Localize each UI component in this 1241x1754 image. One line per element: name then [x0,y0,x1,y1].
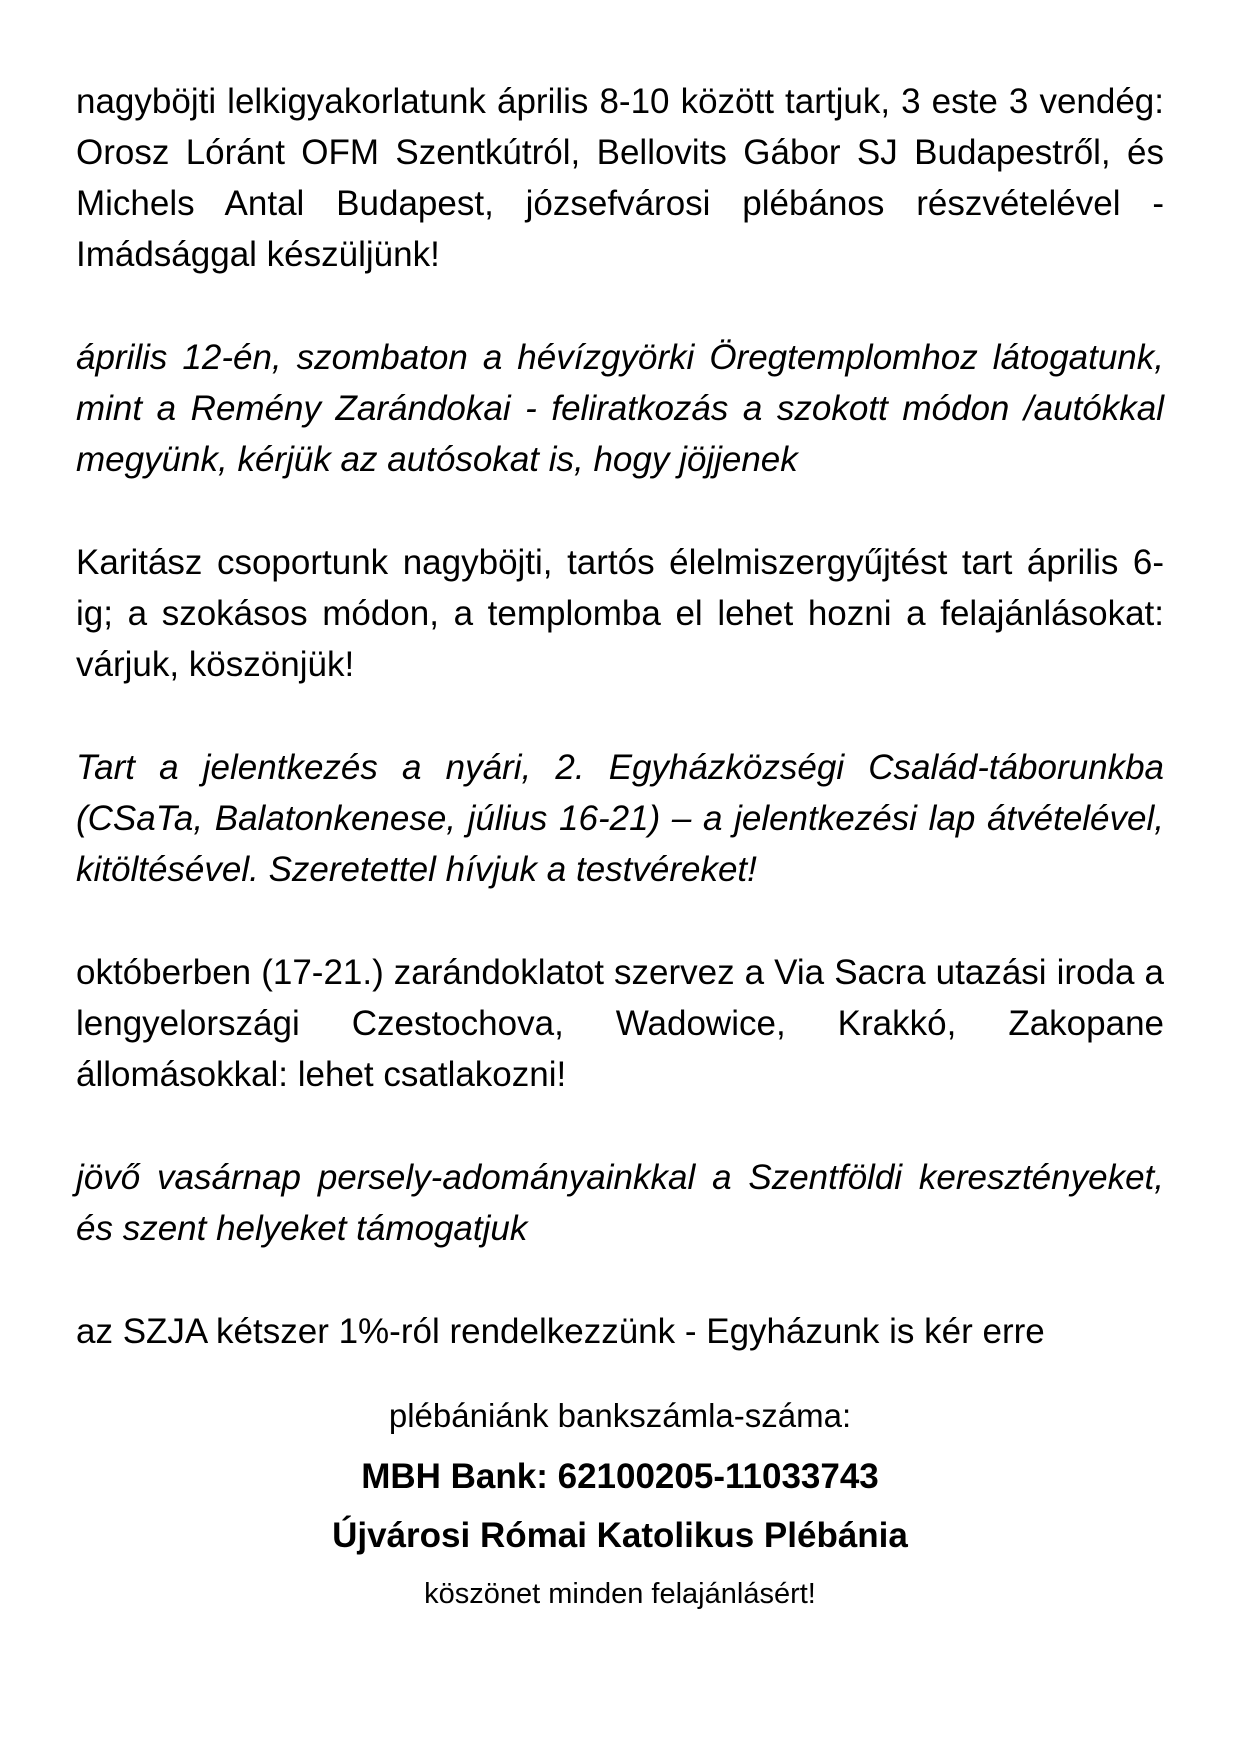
announcement-family-camp: Tart a jelentkezés a nyári, 2. Egyházközségi Család-táborunkba (CSaTa, Balatonkenese, július 16-21) – a jelentkezési lap átvételével, kitöltésével. Szeretettel hívjuk a testvéreket! [76,748,1164,889]
announcements-list [76,76,1164,1409]
bank-account-number: MBH Bank: 62100205-11033743 [361,1457,879,1496]
bank-account-intro: plébániánk bankszámla-száma: [388,1397,852,1434]
thanks-note: köszönet minden felajánlásért! [424,1578,816,1610]
announcement-poland-pilgrimage: októberben (17-21.) zarándoklatot szervez a Via Sacra utazási iroda a lengyelországi Czestochova, Wadowice, Krakkó, Zakopane állomásokkal: lehet csatlakozni! [76,953,1164,1094]
announcement-szja-one-percent: az SZJA kétszer 1%-ról rendelkezzünk - Egyházunk is kér erre [76,1312,1045,1351]
announcement-lent-retreat: nagyböjti lelkigyakorlatunk április 8-10 között tartjuk, 3 este 3 vendég: Orosz Lóránt OFM Szentkútról, Bellovits Gábor SJ Budapestről, és Michels Antal Budapest, józsefvárosi plébános részvételével - Imádsággal készüljünk! [76,82,1164,274]
bank-account-holder: Újvárosi Római Katolikus Plébánia [332,1516,908,1555]
announcement-holy-land-collection: jövő vasárnap persely-adományainkkal a Szentföldi keresztényeket, és szent helyeket támogatjuk [76,1158,1164,1248]
announcement-caritas-food-drive: Karitász csoportunk nagyböjti, tartós élelmiszergyűjtést tart április 6-ig; a szokásos módon, a templomba el lehet hozni a felajánlásokat: várjuk, köszönjük! [76,543,1164,684]
announcement-pilgrimage-hevizgyork: április 12-én, szombaton a hévízgyörki Öregtemplomhoz látogatunk, mint a Remény Zarándokai - feliratkozás a szokott módon /autókkal megyünk, kérjük az autósokat is, hogy jöjjenek [76,338,1164,479]
